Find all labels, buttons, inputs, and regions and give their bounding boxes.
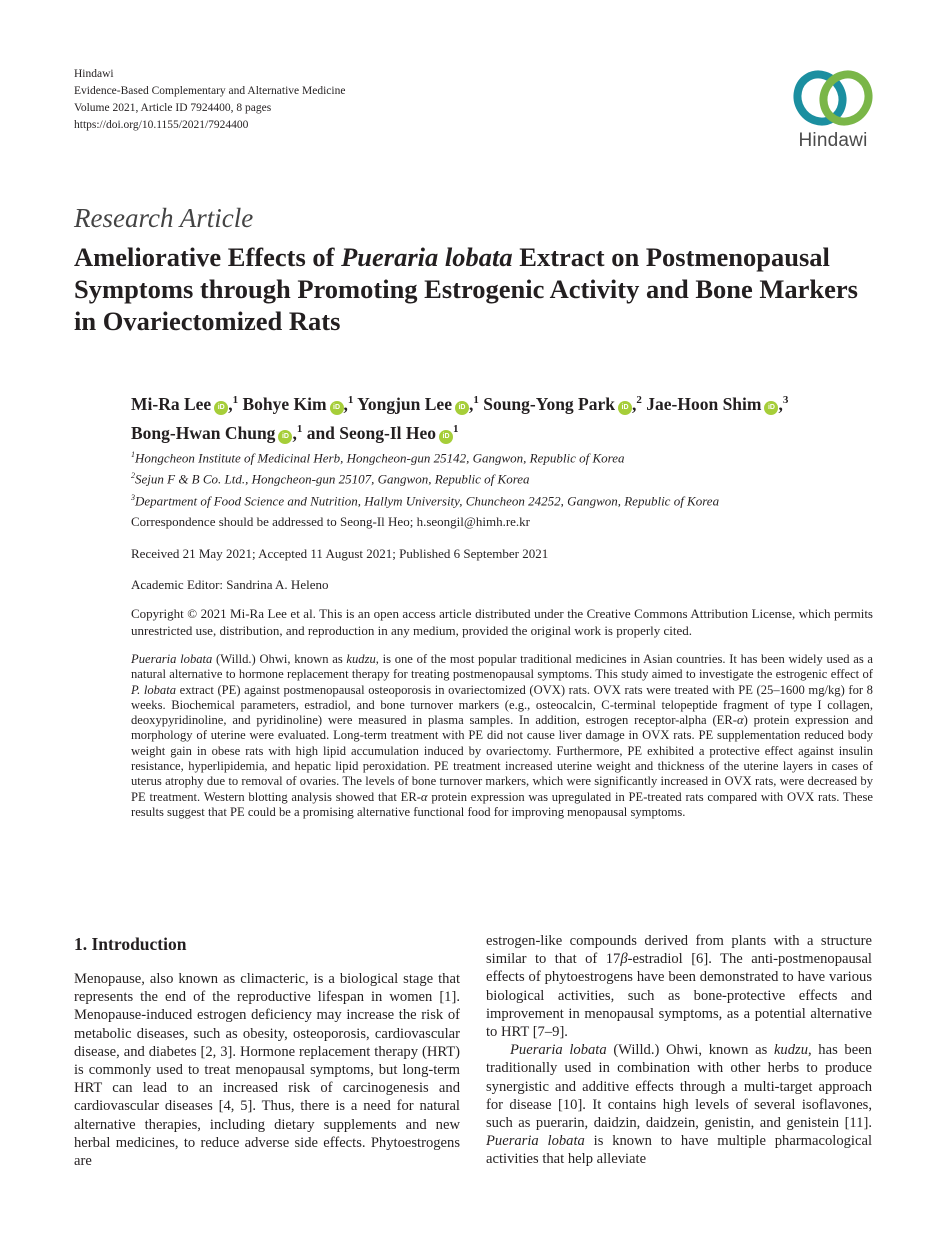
- author-name: Jae-Hoon Shim: [646, 393, 762, 414]
- body-paragraph: Pueraria lobata (Willd.) Ohwi, known as kudzu, has been traditionally used in combination with other herbs to produce synergistic and additive effects through a multi-target approach for disease [10]. It contains high levels of several isoflavones, such as puerarin, daidzin, daidzein, genistin, and genistein [11]. Pueraria lobata is known to have multiple pharmacological activities that help alleviate: [486, 1042, 872, 1168]
- title-part2: Extract on Postmenopausal Symptoms through Promoting Estrogenic Activity and Bone Markers in Ovariectomized Rats: [74, 242, 858, 336]
- orcid-icon[interactable]: iD: [618, 401, 632, 415]
- orcid-icon[interactable]: iD: [439, 430, 453, 444]
- author-list: Mi-Ra Lee iD ,$^1$ Bohye Kim iD ,$^1$ Yongjun Lee iD ,$^1$ Soung-Yong Park iD ,$^2$ Jae-Hoon Shim iD ,$^3$ Bong-Hwan Chung iD ,$^1$ and Seong-Il Heo $iD^1$: [131, 393, 789, 443]
- author-affil-sup: 1: [232, 394, 239, 406]
- article-title: [74, 241, 874, 337]
- affiliation: $^2$Sejun F & B Co. Ltd., Hongcheon-gun 25107, Gangwon, Republic of Korea: [131, 471, 530, 487]
- author-affil-sup: 2: [636, 394, 642, 406]
- doi-link[interactable]: https://doi.org/10.1155/2021/7924400: [74, 119, 249, 131]
- affiliations: [131, 446, 719, 510]
- author-name: Yongjun Lee: [357, 393, 452, 414]
- academic-editor: Academic Editor: Sandrina A. Heleno: [131, 577, 329, 592]
- title-species: Pueraria lobata: [341, 242, 513, 272]
- author-name: Bohye Kim: [242, 393, 327, 414]
- affiliation: $^1$Hongcheon Institute of Medicinal Herb, Hongcheon-gun 25142, Gangwon, Republic of Korea: [131, 450, 625, 466]
- author-affil-sup: 1: [347, 394, 354, 406]
- copyright-notice: Copyright © 2021 Mi-Ra Lee et al. This is an open access article distributed under the Creative Commons Attribution License, which permits unrestricted use, distribution, and reproduction in any medium, provided the original work is properly cited.: [131, 606, 873, 638]
- author-name: Seong-Il Heo: [339, 422, 437, 443]
- body-paragraph: Menopause, also known as climacteric, is a biological stage that represents the end of the reproductive lifespan in women [1]. Menopause-induced estrogen deficiency may increase the risk of metabolic diseases, such as obesity, osteoporosis, cardiovascular disease, and diabetes [2, 3]. Hormone replacement therapy (HRT) is commonly used to treat menopausal symptoms, but long-term HRT can lead to an increased risk of carcinogenesis and cardiovascular diseases [4, 5]. Thus, there is a need for natural alternative therapies, including dietary supplements and new herbal medicines, to reduce adverse side effects. Phytoestrogens are: [74, 971, 460, 1170]
- article-type: Research Article: [74, 203, 254, 233]
- section-heading: 1. Introduction: [74, 934, 187, 954]
- volume-info: Volume 2021, Article ID 7924400, 8 pages: [74, 102, 272, 114]
- abstract: Pueraria lobata (Willd.) Ohwi, known as kudzu, is one of the most popular traditional medicines in Asian countries. It has been widely used as a natural alternative to hormone replacement therapy for treating postmenopausal symptoms. This study aimed to investigate the estrogenic effect of P. lobata extract (PE) against postmenopausal osteoporosis in ovariectomized (OVX) rats. OVX rats were treated with PE (25–1600 mg/kg) for 8 weeks. Biochemical parameters, estradiol, and bone turnover markers (e.g., osteocalcin, C-terminal telopeptide fragment of type I collagen, deoxypyridinoline, and pyridinoline) were measured in plasma samples. In addition, estrogen receptor-alpha (ER-α) protein expression and morphology of uterine were evaluated. Long-term treatment with PE did not cause liver damage in OVX rats. PE supplementation reduced body weight gain in obese rats with high lipid accumulation induced by ovariectomy. Furthermore, PE exhibited a protective effect against insulin resistance, hyperlipidemia, and hepatic lipid peroxidation. PE treatment increased uterine weight and thickness of the uterine layers in cases of uterus atrophy due to removal of ovaries. The levels of bone turnover markers, which were significantly increased in OVX rats, were decreased by PE treatment. Western blotting analysis showed that ER-α protein expression was upregulated in PE-treated rats compared with OVX rats. These results suggest that PE could be a promising alternative functional food for improving menopausal symptoms.: [131, 652, 873, 819]
- correspondence: Correspondence should be addressed to Seong-Il Heo; h.seongil@himh.re.kr: [131, 514, 530, 529]
- orcid-icon[interactable]: iD: [330, 401, 344, 415]
- orcid-icon[interactable]: iD: [455, 401, 469, 415]
- title-part1: Ameliorative Effects of: [74, 242, 342, 272]
- hindawi-rings-icon: [788, 68, 878, 130]
- author-name: Bong-Hwan Chung: [131, 422, 276, 443]
- author-name: Soung-Yong Park: [483, 393, 615, 414]
- author-affil-sup: 1: [473, 394, 479, 406]
- author-and: and: [306, 422, 335, 443]
- publication-dates: Received 21 May 2021; Accepted 11 August 2021; Published 6 September 2021: [131, 546, 549, 561]
- hindawi-logo: [788, 68, 878, 158]
- author-affil-sup: 1: [296, 422, 303, 435]
- orcid-icon[interactable]: iD: [278, 430, 292, 444]
- journal-meta: [74, 66, 345, 134]
- body-column-left: [74, 932, 460, 1170]
- author-name: Mi-Ra Lee: [131, 393, 212, 414]
- author-affil-sup: 1: [453, 422, 459, 435]
- author-affil-sup: 3: [782, 394, 789, 406]
- orcid-icon[interactable]: iD: [764, 401, 778, 415]
- publisher-name: Hindawi: [74, 68, 114, 80]
- body-column-right: [486, 932, 872, 1169]
- orcid-icon[interactable]: iD: [214, 401, 228, 415]
- affiliation: $^3$Department of Food Science and Nutrition, Hallym University, Chuncheon 24252, Gangwon, Republic of Korea: [131, 492, 720, 508]
- body-paragraph: estrogen-like compounds derived from plants with a structure similar to that of 17β-estradiol [6]. The anti-postmenopausal effects of phytoestrogens have been demonstrated to have various biological activities, such as bone-protective effects and improvement in menopausal symptoms, as a potential alternative to HRT [7–9].: [486, 933, 872, 1041]
- logo-wordmark: Hindawi: [798, 130, 868, 151]
- journal-name: Evidence-Based Complementary and Alternative Medicine: [74, 85, 346, 97]
